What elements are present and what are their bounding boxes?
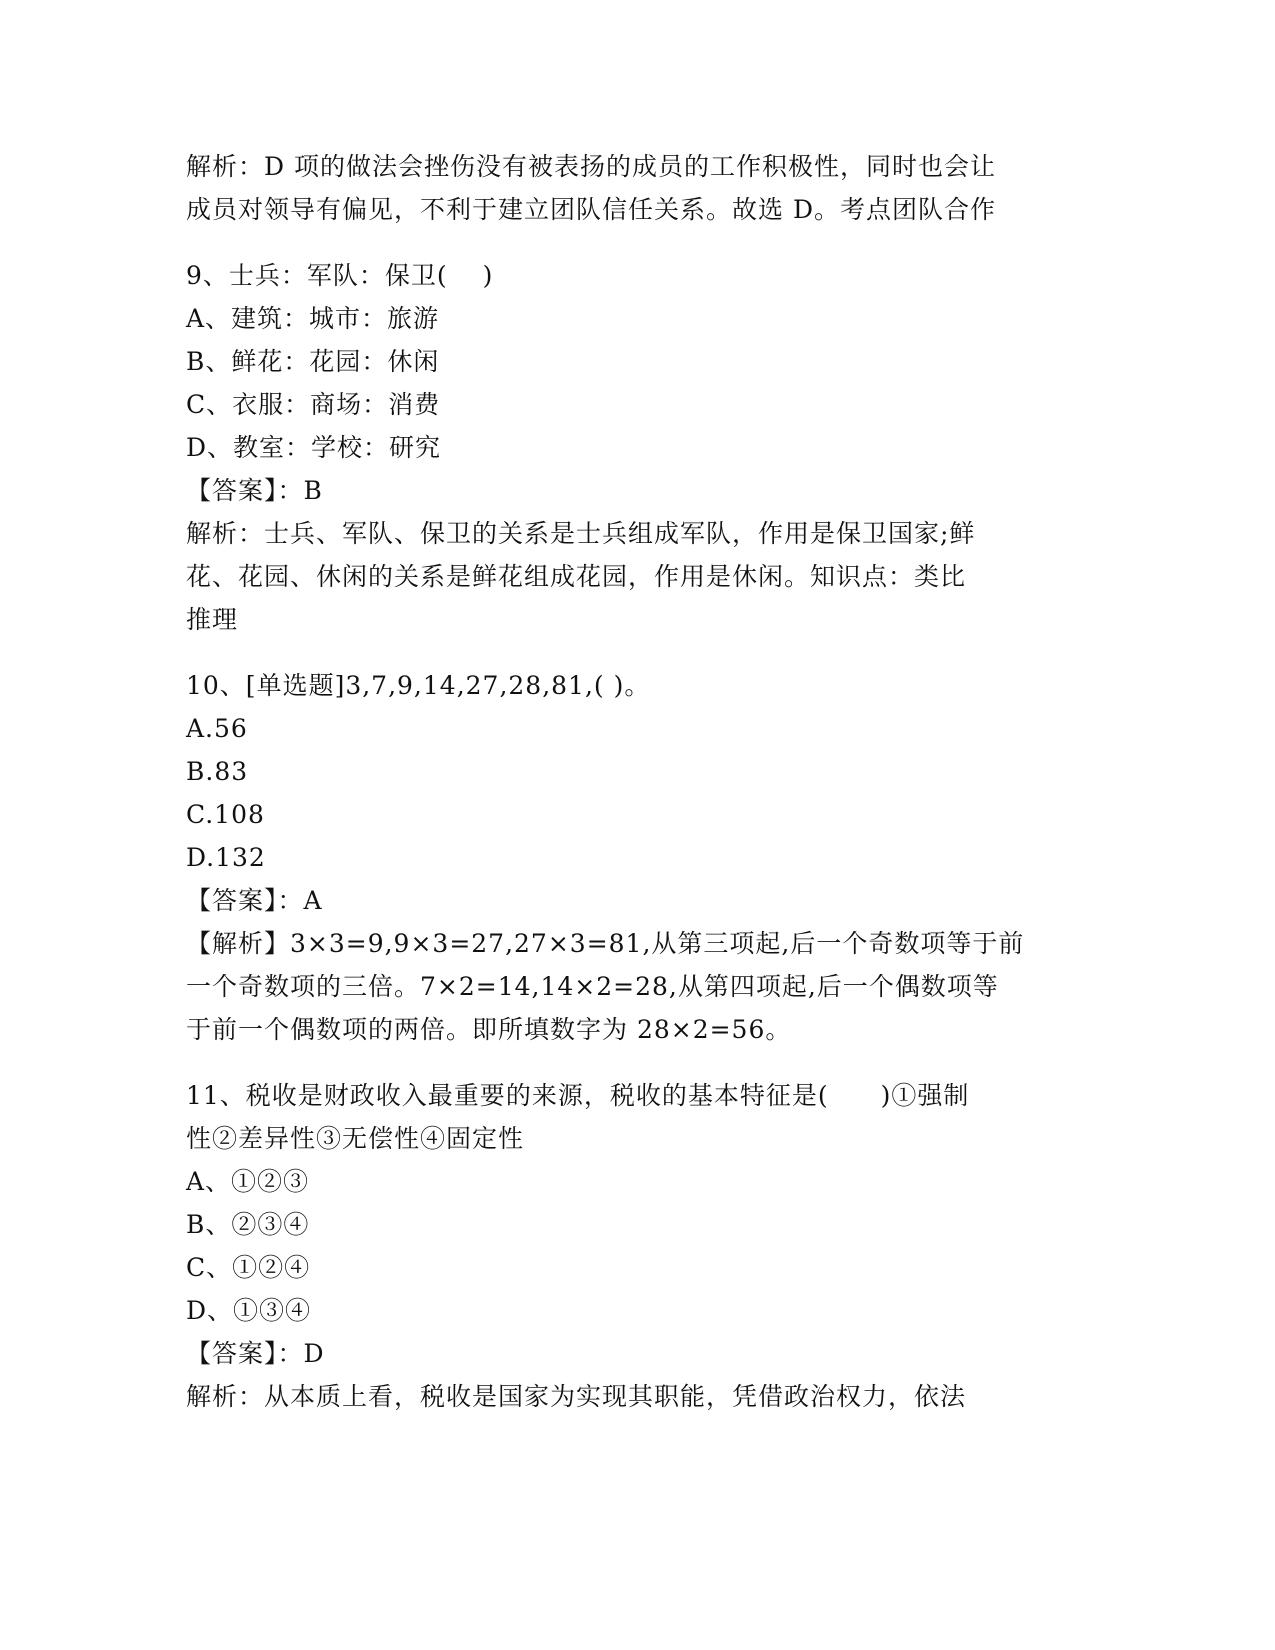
q10-analysis-line: 一个奇数项的三倍。7×2=14,14×2=28,从第四项起,后一个偶数项等 [186, 972, 999, 1001]
q10-answer: 【答案】：A [186, 886, 323, 915]
q11-option-c: C、①②④ [186, 1253, 311, 1282]
q10-option-d: D.132 [186, 843, 266, 872]
q9-answer: 【答案】：B [186, 476, 323, 505]
q10-analysis-line: 【解析】3×3=9,9×3=27,27×3=81,从第三项起,后一个奇数项等于前 [186, 929, 1025, 958]
q11-analysis-line: 解析：从本质上看，税收是国家为实现其职能，凭借政治权力，依法 [186, 1382, 967, 1411]
q11-option-b: B、②③④ [186, 1210, 310, 1239]
q10-option-a: A.56 [186, 714, 248, 743]
q10-option-c: C.108 [186, 800, 265, 829]
page-content [186, 145, 1091, 1418]
q9-analysis-line: 推理 [186, 605, 239, 634]
q11-option-a: A、①②③ [186, 1167, 310, 1196]
prev-analysis-line: 解析：D 项的做法会挫伤没有被表扬的成员的工作积极性，同时也会让 [186, 152, 996, 181]
q9-option-d: D、教室：学校：研究 [186, 433, 442, 462]
q9-option-c: C、衣服：商场：消费 [186, 390, 441, 419]
q10-option-b: B.83 [186, 757, 249, 786]
q11-option-d: D、①③④ [186, 1296, 312, 1325]
q10-analysis-line: 于前一个偶数项的两倍。即所填数字为 28×2=56。 [186, 1015, 792, 1044]
q9-stem: 9、士兵：军队：保卫( ) [186, 261, 494, 290]
q9-analysis-line: 解析：士兵、军队、保卫的关系是士兵组成军队，作用是保卫国家;鲜 [186, 519, 976, 548]
q11-stem-line: 性②差异性③无偿性④固定性 [186, 1124, 525, 1153]
q10-stem: 10、[单选题]3,7,9,14,27,28,81,( )。 [186, 671, 651, 700]
prev-analysis-line: 成员对领导有偏见，不利于建立团队信任关系。故选 D。考点团队合作 [186, 195, 996, 224]
q9-analysis-line: 花、花园、休闲的关系是鲜花组成花园，作用是休闲。知识点：类比 [186, 562, 967, 591]
q11-stem-line: 11、税收是财政收入最重要的来源，税收的基本特征是( )①强制 [186, 1081, 970, 1110]
q9-option-a: A、建筑：城市：旅游 [186, 304, 440, 333]
q9-option-b: B、鲜花：花园：休闲 [186, 347, 440, 376]
q11-answer: 【答案】：D [186, 1339, 325, 1368]
